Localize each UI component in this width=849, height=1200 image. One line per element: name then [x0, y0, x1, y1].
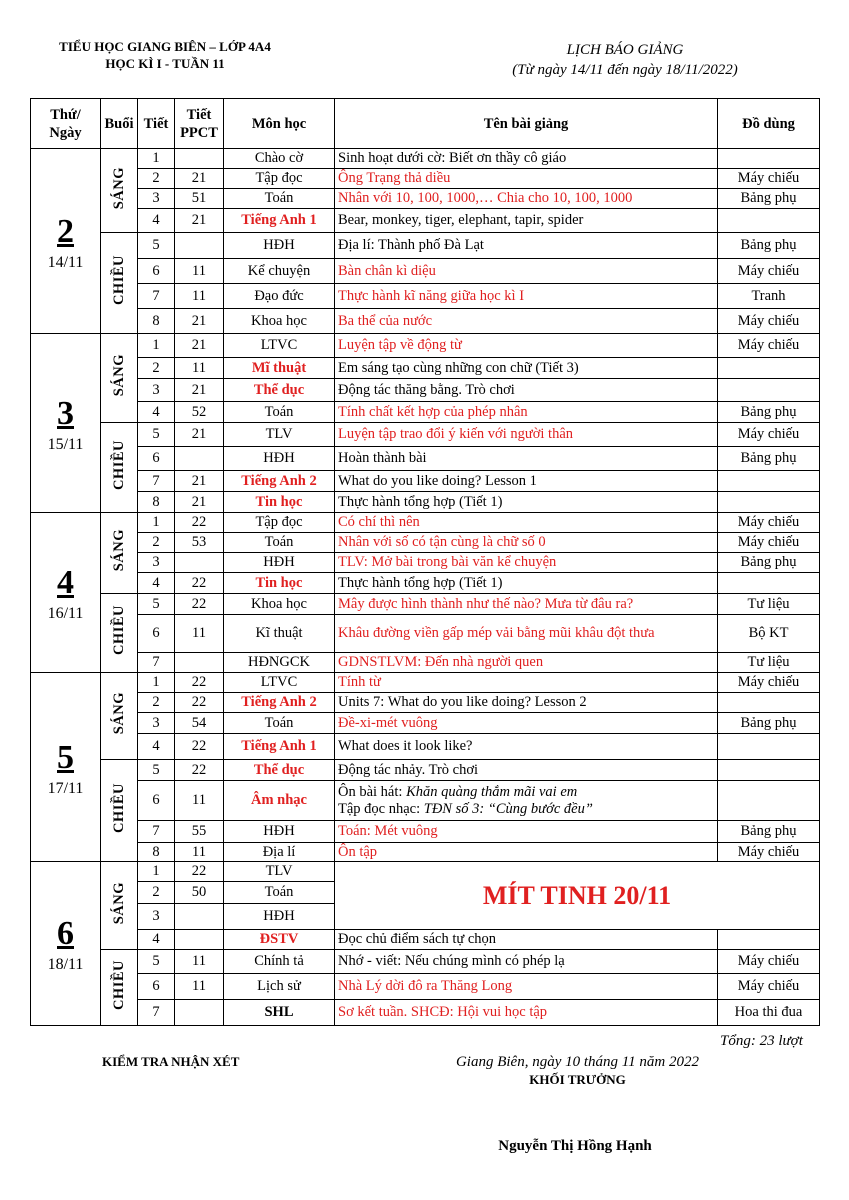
equipment: Bảng phụ: [718, 189, 820, 209]
table-row: [31, 149, 820, 169]
ppct: 52: [175, 402, 224, 423]
lesson: Ôn tập: [335, 843, 718, 862]
lesson: Động tác nhảy. Trò chơi: [335, 760, 718, 781]
period: 5: [138, 233, 175, 259]
subject: Tin học: [224, 492, 335, 513]
subject: HĐNGCK: [224, 653, 335, 673]
equipment: Bảng phụ: [718, 402, 820, 423]
lesson-schedule-table: [30, 98, 820, 1026]
lesson: Sinh hoạt dưới cờ: Biết ơn thầy cô giáo: [335, 149, 718, 169]
equipment: Máy chiếu: [718, 974, 820, 1000]
lesson: Ông Trạng thả diều: [335, 169, 718, 189]
session-label: SÁNG: [110, 692, 127, 735]
period: 5: [138, 760, 175, 781]
day-number: 4: [57, 564, 74, 601]
table-row: [31, 513, 820, 533]
session-cell: [101, 423, 138, 513]
song-title: Khăn quàng thắm mãi vai em: [406, 783, 578, 800]
session-label: SÁNG: [110, 529, 127, 572]
lesson: [335, 781, 718, 821]
equipment: Máy chiếu: [718, 950, 820, 974]
table-row: [31, 930, 820, 950]
equipment: Bảng phụ: [718, 233, 820, 259]
lesson: What do you like doing? Lesson 1: [335, 471, 718, 492]
subject: TLV: [224, 423, 335, 447]
period: 3: [138, 713, 175, 734]
session-cell: [101, 334, 138, 423]
equipment: [718, 492, 820, 513]
period: 2: [138, 533, 175, 553]
school-name: TIỂU HỌC GIANG BIÊN – LỚP 4A4: [59, 39, 271, 54]
equipment: Máy chiếu: [718, 843, 820, 862]
subject: Chào cờ: [224, 149, 335, 169]
ppct: [175, 233, 224, 259]
table-row: [31, 573, 820, 594]
period: 5: [138, 950, 175, 974]
ppct: 54: [175, 713, 224, 734]
equipment: Tư liệu: [718, 653, 820, 673]
day-cell: [31, 513, 101, 673]
ppct: 11: [175, 781, 224, 821]
equipment: [718, 930, 820, 950]
ppct: 22: [175, 673, 224, 693]
table-row: [31, 334, 820, 358]
period: 6: [138, 781, 175, 821]
lesson: Bàn chân kì diệu: [335, 259, 718, 284]
ppct: [175, 553, 224, 573]
subject: Âm nhạc: [224, 781, 335, 821]
session-cell: [101, 149, 138, 233]
lesson: Luyện tập trao đổi ý kiến với người thân: [335, 423, 718, 447]
lesson: Thực hành tổng hợp (Tiết 1): [335, 573, 718, 594]
equipment: Máy chiếu: [718, 533, 820, 553]
subject: Tiếng Anh 2: [224, 693, 335, 713]
table-row: [31, 653, 820, 673]
ppct: 21: [175, 309, 224, 334]
period: 6: [138, 447, 175, 471]
day-number: 6: [57, 915, 74, 952]
equipment: Hoa thi đua: [718, 1000, 820, 1026]
period: 3: [138, 904, 175, 930]
equipment: Máy chiếu: [718, 673, 820, 693]
equipment: Máy chiếu: [718, 169, 820, 189]
period: 6: [138, 615, 175, 653]
lesson: Có chí thì nên: [335, 513, 718, 533]
subject: Tiếng Anh 1: [224, 209, 335, 233]
lesson: Thực hành tổng hợp (Tiết 1): [335, 492, 718, 513]
subject: Kĩ thuật: [224, 615, 335, 653]
period: 4: [138, 573, 175, 594]
table-row: [31, 821, 820, 843]
subject: HĐH: [224, 821, 335, 843]
day-cell: [31, 673, 101, 862]
lesson: Bear, monkey, tiger, elephant, tapir, spider: [335, 209, 718, 233]
subject: Khoa học: [224, 309, 335, 334]
lesson: Thực hành kĩ năng giữa học kì I: [335, 284, 718, 309]
session-cell: [101, 950, 138, 1026]
schedule-title: LỊCH BÁO GIẢNG: [566, 42, 684, 58]
equipment: Bảng phụ: [718, 447, 820, 471]
subject: Toán: [224, 882, 335, 904]
col-session: Buổi: [101, 99, 138, 149]
table-row: [31, 189, 820, 209]
period: 4: [138, 402, 175, 423]
event-banner: MÍT TINH 20/11: [335, 862, 820, 930]
equipment: Bảng phụ: [718, 553, 820, 573]
lesson: Units 7: What do you like doing? Lesson 2: [335, 693, 718, 713]
day-number: 3: [57, 394, 74, 432]
table-row: [31, 209, 820, 233]
ppct: 21: [175, 209, 224, 233]
table-row: [31, 233, 820, 259]
lesson: Khâu đường viền gấp mép vải bằng mũi khâu đột thưa: [335, 615, 718, 653]
lesson: Tính từ: [335, 673, 718, 693]
period: 8: [138, 492, 175, 513]
ppct: 22: [175, 594, 224, 615]
ppct: 22: [175, 573, 224, 594]
lesson: Đề-xi-mét vuông: [335, 713, 718, 734]
equipment: [718, 358, 820, 379]
lesson-prefix: Ôn bài hát:: [338, 783, 407, 800]
equipment: Bảng phụ: [718, 821, 820, 843]
period: 1: [138, 513, 175, 533]
subject: Toán: [224, 402, 335, 423]
term-label: HỌC KÌ I - TUẦN 11: [105, 56, 225, 71]
signer-role: KHỐI TRƯỞNG: [529, 1072, 626, 1087]
signer-name: Nguyễn Thị Hồng Hạnh: [498, 1138, 652, 1154]
subject: LTVC: [224, 334, 335, 358]
ppct: 11: [175, 843, 224, 862]
ppct: 22: [175, 693, 224, 713]
subject: TLV: [224, 862, 335, 882]
session-label: CHIỀU: [110, 605, 127, 656]
lesson: Toán: Mét vuông: [335, 821, 718, 843]
day-number: 5: [57, 738, 74, 776]
subject: Lịch sử: [224, 974, 335, 1000]
equipment: Tư liệu: [718, 594, 820, 615]
subject: Kể chuyện: [224, 259, 335, 284]
period: 2: [138, 882, 175, 904]
period: 6: [138, 974, 175, 1000]
session-cell: [101, 594, 138, 673]
table-row: [31, 673, 820, 693]
lesson: Hoàn thành bài: [335, 447, 718, 471]
col-ppct: Tiết PPCT: [175, 99, 224, 149]
period: 7: [138, 653, 175, 673]
ppct: 50: [175, 882, 224, 904]
ppct: 22: [175, 760, 224, 781]
lesson: Em sáng tạo cùng những con chữ (Tiết 3): [335, 358, 718, 379]
period: 2: [138, 169, 175, 189]
ppct: 55: [175, 821, 224, 843]
ppct: [175, 904, 224, 930]
day-cell: [31, 334, 101, 513]
day-cell: [31, 149, 101, 334]
table-row: [31, 734, 820, 760]
subject: Tập đọc: [224, 513, 335, 533]
table-row: [31, 358, 820, 379]
subject: Tiếng Anh 2: [224, 471, 335, 492]
table-row: [31, 447, 820, 471]
subject: Toán: [224, 533, 335, 553]
equipment: [718, 693, 820, 713]
col-lesson: Tên bài giảng: [335, 99, 718, 149]
session-label: CHIỀU: [110, 959, 127, 1011]
period: 2: [138, 358, 175, 379]
ppct: 11: [175, 259, 224, 284]
day-date: 15/11: [47, 435, 84, 453]
period: 3: [138, 379, 175, 402]
subject: Tiếng Anh 1: [224, 734, 335, 760]
lesson: Ba thể của nước: [335, 309, 718, 334]
period: 7: [138, 821, 175, 843]
schedule-header: [405, 40, 845, 80]
subject: Tin học: [224, 573, 335, 594]
table-row: [31, 594, 820, 615]
subject: Thể dục: [224, 379, 335, 402]
subject: Chính tả: [224, 950, 335, 974]
lesson: Tính chất kết hợp của phép nhân: [335, 402, 718, 423]
session-cell: [101, 760, 138, 862]
table-row: [31, 402, 820, 423]
lesson: Nhân với 10, 100, 1000,… Chia cho 10, 100, 1000: [335, 189, 718, 209]
period: 1: [138, 862, 175, 882]
day-date: 18/11: [47, 956, 84, 973]
subject: Mĩ thuật: [224, 358, 335, 379]
period: 4: [138, 930, 175, 950]
period: 5: [138, 423, 175, 447]
period: 3: [138, 189, 175, 209]
lesson: TLV: Mở bài trong bài văn kể chuyện: [335, 553, 718, 573]
lesson: What does it look like?: [335, 734, 718, 760]
equipment: Bộ KT: [718, 615, 820, 653]
lesson-prefix: Tập đọc nhạc:: [338, 800, 424, 817]
song-title: TĐN số 3: “Cùng bước đều”: [423, 800, 593, 817]
session-label: CHIỀU: [110, 255, 127, 306]
subject: Toán: [224, 189, 335, 209]
period: 1: [138, 334, 175, 358]
ppct: 22: [175, 513, 224, 533]
equipment: [718, 734, 820, 760]
equipment: Máy chiếu: [718, 309, 820, 334]
equipment: Máy chiếu: [718, 423, 820, 447]
ppct: 22: [175, 862, 224, 882]
table-row: [31, 553, 820, 573]
lesson: Đọc chủ điểm sách tự chọn: [335, 930, 718, 950]
session-cell: [101, 233, 138, 334]
session-label: CHIỀU: [110, 439, 127, 491]
equipment: Bảng phụ: [718, 713, 820, 734]
ppct: 11: [175, 615, 224, 653]
day-number: 2: [57, 212, 74, 250]
equipment: [718, 573, 820, 594]
lesson-line: [338, 784, 714, 801]
equipment: [718, 379, 820, 402]
day-date: 16/11: [47, 605, 84, 622]
equipment: [718, 781, 820, 821]
period: 3: [138, 553, 175, 573]
session-cell: [101, 862, 138, 950]
session-label: SÁNG: [110, 881, 127, 925]
period: 7: [138, 471, 175, 492]
period: 7: [138, 284, 175, 309]
equipment: Máy chiếu: [718, 513, 820, 533]
session-cell: [101, 513, 138, 594]
col-subject: Môn học: [224, 99, 335, 149]
col-period: Tiết: [138, 99, 175, 149]
table-row: [31, 693, 820, 713]
table-row: [31, 309, 820, 334]
schedule-date-range: (Từ ngày 14/11 đến ngày 18/11/2022): [512, 62, 738, 78]
table-row: [31, 760, 820, 781]
ppct: 22: [175, 734, 224, 760]
ppct: 11: [175, 950, 224, 974]
lesson-line: [338, 801, 714, 818]
period: 5: [138, 594, 175, 615]
table-row: [31, 471, 820, 492]
table-row: [31, 713, 820, 734]
period: 4: [138, 734, 175, 760]
lesson: Động tác thăng bằng. Trò chơi: [335, 379, 718, 402]
lesson: Luyện tập về động từ: [335, 334, 718, 358]
place-date: Giang Biên, ngày 10 tháng 11 năm 2022: [455, 1054, 700, 1070]
day-cell: [31, 862, 101, 1026]
subject: HĐH: [224, 904, 335, 930]
ppct: 21: [175, 169, 224, 189]
table-row: [31, 259, 820, 284]
ppct: [175, 149, 224, 169]
ppct: 21: [175, 334, 224, 358]
subject: Thể dục: [224, 760, 335, 781]
ppct: 21: [175, 492, 224, 513]
table-row: [31, 533, 820, 553]
subject: Khoa học: [224, 594, 335, 615]
equipment: Tranh: [718, 284, 820, 309]
period: 6: [138, 259, 175, 284]
session-label: SÁNG: [110, 354, 127, 397]
table-row: [31, 843, 820, 862]
lesson: Nhà Lý dời đô ra Thăng Long: [335, 974, 718, 1000]
table-row: [31, 284, 820, 309]
equipment: [718, 471, 820, 492]
table-row: [31, 781, 820, 821]
subject: HĐH: [224, 233, 335, 259]
table-row: [31, 492, 820, 513]
ppct: 11: [175, 358, 224, 379]
subject: LTVC: [224, 673, 335, 693]
table-row: [31, 379, 820, 402]
school-header: [40, 38, 290, 72]
ppct: 11: [175, 284, 224, 309]
subject: SHL: [224, 1000, 335, 1026]
total-count: Tổng: 23 lượt: [720, 1033, 803, 1049]
lesson: Nhân với số có tận cùng là chữ số 0: [335, 533, 718, 553]
lesson: Địa lí: Thành phố Đà Lạt: [335, 233, 718, 259]
equipment: [718, 760, 820, 781]
period: 7: [138, 1000, 175, 1026]
subject: Địa lí: [224, 843, 335, 862]
lesson: GDNSTLVM: Đến nhà người quen: [335, 653, 718, 673]
equipment: [718, 149, 820, 169]
day-date: 17/11: [47, 779, 84, 797]
ppct: [175, 1000, 224, 1026]
subject: HĐH: [224, 553, 335, 573]
period: 1: [138, 673, 175, 693]
period: 2: [138, 693, 175, 713]
ppct: [175, 653, 224, 673]
table-row: [31, 950, 820, 974]
table-row: [31, 862, 820, 882]
review-label: KIỂM TRA NHẬN XÉT: [102, 1054, 240, 1069]
period: 4: [138, 209, 175, 233]
subject: ĐSTV: [224, 930, 335, 950]
subject: Toán: [224, 713, 335, 734]
lesson: Nhớ - viết: Nếu chúng mình có phép lạ: [335, 950, 718, 974]
lesson: Mây được hình thành như thế nào? Mưa từ đâu ra?: [335, 594, 718, 615]
col-equipment: Đồ dùng: [718, 99, 820, 149]
day-date: 14/11: [47, 253, 84, 271]
period: 8: [138, 309, 175, 334]
ppct: 11: [175, 974, 224, 1000]
ppct: [175, 930, 224, 950]
session-cell: [101, 673, 138, 760]
session-label: CHIỀU: [110, 782, 127, 834]
equipment: Máy chiếu: [718, 334, 820, 358]
ppct: [175, 447, 224, 471]
lesson: Sơ kết tuần. SHCĐ: Hội vui học tập: [335, 1000, 718, 1026]
ppct: 21: [175, 471, 224, 492]
ppct: 51: [175, 189, 224, 209]
subject: Tập đọc: [224, 169, 335, 189]
ppct: 21: [175, 379, 224, 402]
subject: HĐH: [224, 447, 335, 471]
table-row: [31, 1000, 820, 1026]
ppct: 53: [175, 533, 224, 553]
table-row: [31, 615, 820, 653]
equipment: Máy chiếu: [718, 259, 820, 284]
table-row: [31, 169, 820, 189]
col-day: Thứ/ Ngày: [31, 99, 101, 149]
equipment: [718, 209, 820, 233]
period: 8: [138, 843, 175, 862]
session-label: SÁNG: [110, 166, 127, 210]
table-header-row: [31, 99, 820, 149]
table-row: [31, 423, 820, 447]
period: 1: [138, 149, 175, 169]
table-row: [31, 974, 820, 1000]
subject: Đạo đức: [224, 284, 335, 309]
ppct: 21: [175, 423, 224, 447]
